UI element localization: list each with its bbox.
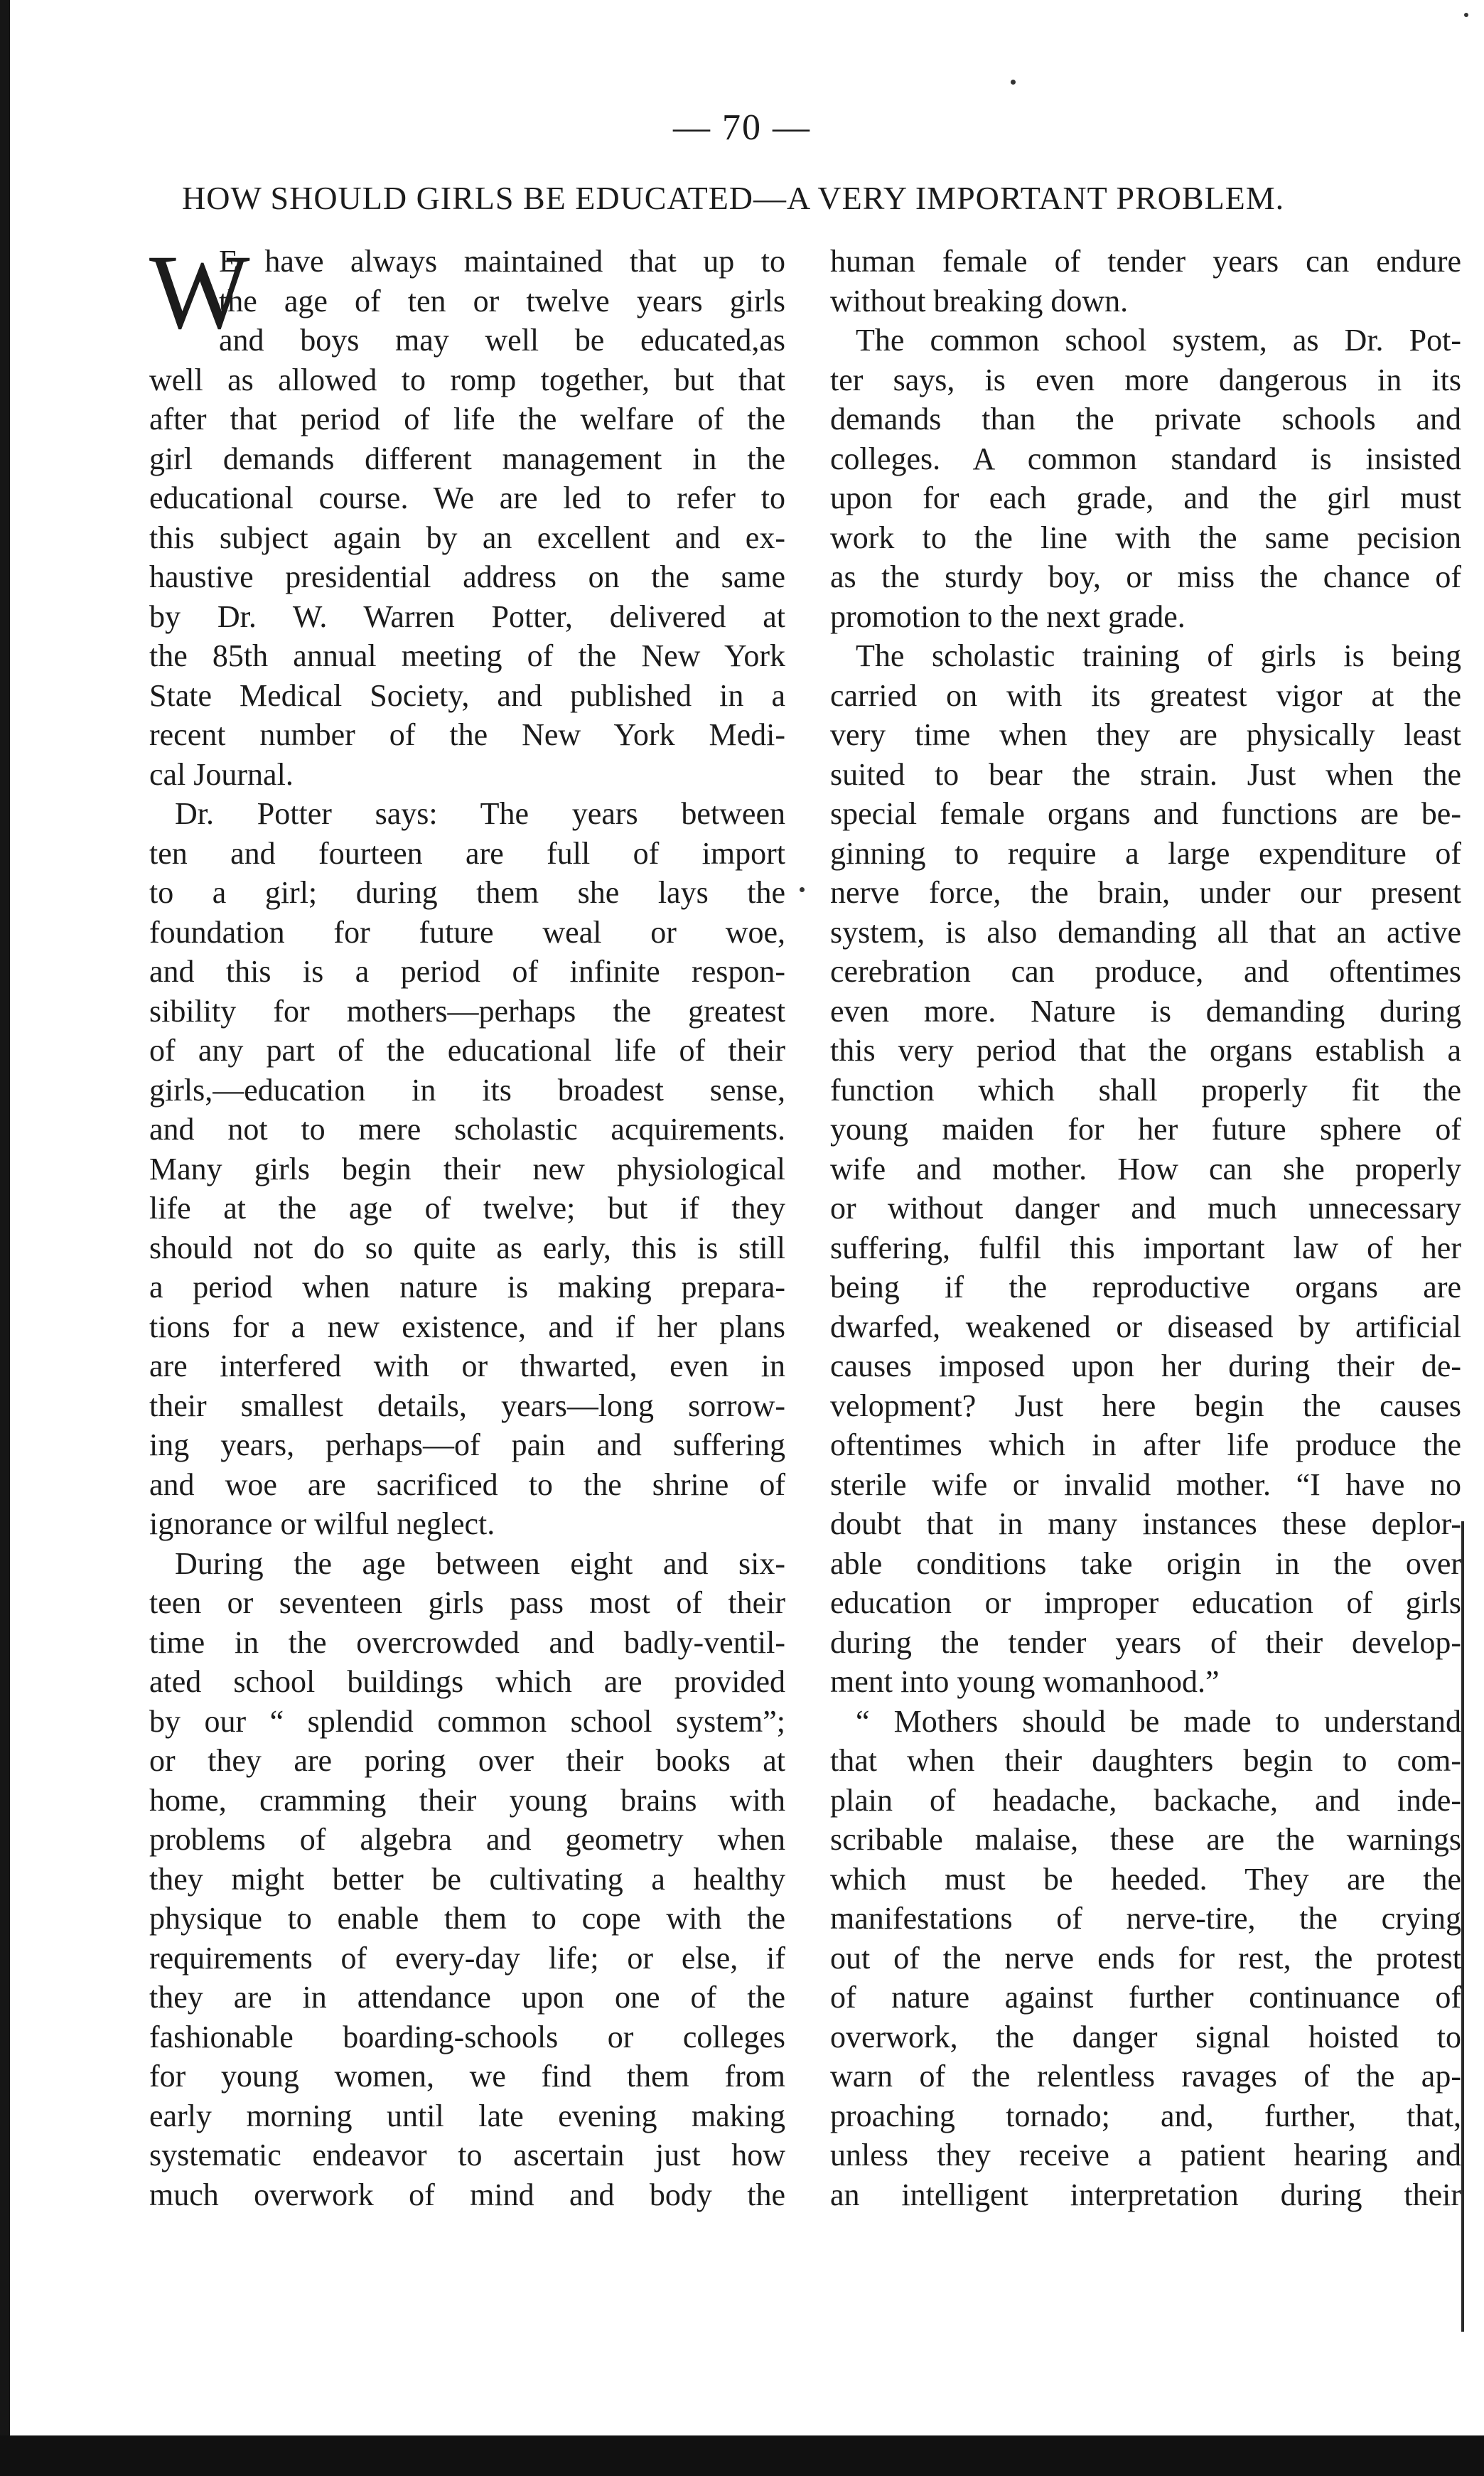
text-line: proaching tornado; and, further, that,: [830, 2098, 1461, 2133]
text-line: by our “ splendid common school system”;: [149, 1703, 785, 1739]
text-line: that when their daughters begin to com-: [830, 1743, 1461, 1778]
text-line: recent number of the New York Medi-: [149, 717, 785, 752]
text-line: without breaking down.: [830, 283, 1129, 318]
text-line: ginning to require a large expenditure of: [830, 835, 1461, 871]
text-line: system, is also demanding all that an active: [830, 914, 1461, 950]
text-line: oftentimes which in after life produce the: [830, 1427, 1461, 1462]
scan-speck: [1464, 13, 1468, 17]
text-line: suffering, fulfil this important law of her: [830, 1230, 1461, 1265]
text-line: and not to mere scholastic acquirements.: [149, 1112, 785, 1147]
text-line: foundation for future weal or woe,: [149, 914, 785, 950]
drop-cap: W: [149, 233, 250, 351]
text-line: work to the line with the same pecision: [830, 520, 1461, 555]
article-title: HOW SHOULD GIRLS BE EDUCATED—A VERY IMPORTANT PROBLEM.: [182, 180, 1285, 216]
text-line: a period when nature is making prepara-: [149, 1270, 785, 1304]
text-line: home, cramming their young brains with: [149, 1782, 785, 1818]
text-line: velopment? Just here begin the causes: [830, 1388, 1461, 1423]
text-line: of any part of the educational life of their: [149, 1033, 785, 1068]
text-line: and boys may well be educated,as: [219, 323, 785, 358]
text-line: ated school buildings which are provided: [149, 1664, 785, 1699]
text-line: fashionable boarding-schools or colleges: [149, 2019, 785, 2054]
text-line: being if the reproductive organs are: [830, 1270, 1461, 1304]
text-line: Many girls begin their new physiological: [149, 1151, 785, 1186]
text-line: unless they receive a patient hearing and: [830, 2138, 1461, 2172]
text-line: plain of headache, backache, and inde-: [830, 1782, 1461, 1818]
text-line: girl demands different management in the: [149, 441, 785, 476]
text-line: special female organs and functions are be-: [830, 796, 1461, 831]
text-line: this subject again by an excellent and ex-: [149, 520, 785, 555]
scan-bottom-edge: [0, 2435, 1484, 2476]
text-line: an intelligent interpretation during their: [830, 2177, 1461, 2212]
text-line: sterile wife or invalid mother. “I have no: [830, 1467, 1461, 1502]
text-line: and woe are sacrificed to the shrine of: [149, 1467, 785, 1502]
text-line: to a girl; during them she lays the: [149, 875, 785, 910]
text-line: or without danger and much unnecessary: [830, 1191, 1461, 1226]
text-line: upon for each grade, and the girl must: [830, 481, 1461, 515]
text-line: are interfered with or thwarted, even in: [149, 1349, 785, 1383]
text-line: life at the age of twelve; but if they: [149, 1191, 785, 1226]
text-line: time in the overcrowded and badly-ventil-: [149, 1624, 785, 1660]
text-line: haustive presidential address on the same: [149, 559, 785, 594]
text-line: early morning until late evening making: [149, 2098, 785, 2133]
text-line: which must be heeded. They are the: [830, 1861, 1461, 1897]
text-line: the age of ten or twelve years girls: [219, 283, 785, 318]
text-line: nerve force, the brain, under our present: [830, 875, 1461, 910]
scan-right-rule: [1461, 1521, 1464, 2332]
text-line: cal Journal.: [149, 756, 294, 792]
text-line: their smallest details, years—long sorrow-: [149, 1388, 785, 1423]
text-line: systematic endeavor to ascertain just how: [149, 2138, 785, 2172]
text-line: as the sturdy boy, or miss the chance of: [830, 559, 1461, 594]
text-line: causes imposed upon her during their de-: [830, 1349, 1461, 1383]
text-line: should not do so quite as early, this is still: [149, 1230, 785, 1265]
text-line: overwork, the danger signal hoisted to: [830, 2019, 1461, 2054]
text-line: ten and fourteen are full of import: [149, 835, 785, 871]
right-column: [830, 242, 1461, 2214]
text-line: for young women, we find them from: [149, 2059, 785, 2094]
text-line: they might better be cultivating a healthy: [149, 1861, 785, 1897]
text-line: girls,—education in its broadest sense,: [149, 1072, 785, 1108]
text-line: able conditions take origin in the over: [830, 1545, 1461, 1581]
text-line: or they are poring over their books at: [149, 1743, 785, 1778]
text-line: carried on with its greatest vigor at the: [830, 677, 1461, 713]
text-line: very time when they are physically least: [830, 717, 1461, 752]
text-line: scribable malaise, these are the warnings: [830, 1822, 1461, 1857]
text-line: manifestations of nerve-tire, the crying: [830, 1901, 1461, 1936]
text-line: this very period that the organs establish a: [830, 1033, 1461, 1068]
text-line: dwarfed, weakened or diseased by artificial: [830, 1309, 1461, 1344]
text-line: of nature against further continuance of: [830, 1980, 1461, 2015]
text-line: and this is a period of infinite respon-: [149, 954, 785, 989]
text-line: out of the nerve ends for rest, the protest: [830, 1940, 1461, 1976]
text-line: warn of the relentless ravages of the ap-: [830, 2059, 1461, 2094]
text-line: young maiden for her future sphere of: [830, 1112, 1461, 1147]
text-line: the 85th annual meeting of the New York: [149, 638, 785, 673]
text-line: ment into young womanhood.”: [830, 1664, 1220, 1699]
text-line: during the tender years of their develop-: [830, 1624, 1461, 1660]
text-line: promotion to the next grade.: [830, 599, 1185, 634]
text-line: teen or seventeen girls pass most of their: [149, 1585, 785, 1620]
text-line: much overwork of mind and body the: [149, 2177, 785, 2212]
text-line: well as allowed to romp together, but that: [149, 362, 785, 397]
text-line: after that period of life the welfare of the: [149, 402, 785, 436]
text-line: educational course. We are led to refer to: [149, 481, 785, 515]
text-line: physique to enable them to cope with the: [149, 1901, 785, 1936]
text-line: ing years, perhaps—of pain and suffering: [149, 1427, 785, 1462]
text-line: The scholastic training of girls is being: [856, 638, 1461, 673]
text-line: requirements of every-day life; or else, if: [149, 1940, 785, 1976]
scan-speck: [800, 887, 805, 892]
text-line: function which shall properly fit the: [830, 1072, 1461, 1108]
text-line: problems of algebra and geometry when: [149, 1822, 785, 1857]
text-line: education or improper education of girls: [830, 1585, 1461, 1620]
text-line: During the age between eight and six-: [175, 1545, 785, 1581]
text-line: demands than the private schools and: [830, 402, 1461, 436]
text-line: doubt that in many instances these deplor-: [830, 1506, 1461, 1541]
scan-left-edge: [0, 0, 10, 2476]
left-column: [149, 233, 785, 2214]
text-line: The common school system, as Dr. Pot-: [856, 323, 1461, 358]
scan-speck: [1011, 80, 1016, 85]
text-line: ignorance or wilful neglect.: [149, 1506, 495, 1541]
text-line: sibility for mothers—perhaps the greatest: [149, 993, 785, 1029]
text-line: wife and mother. How can she properly: [830, 1151, 1461, 1186]
text-line: even more. Nature is demanding during: [830, 993, 1461, 1029]
text-line: E have always maintained that up to: [219, 244, 785, 279]
text-line: human female of tender years can endure: [830, 244, 1461, 279]
text-line: ter says, is even more dangerous in its: [830, 362, 1461, 397]
text-line: cerebration can produce, and oftentimes: [830, 954, 1461, 989]
text-line: colleges. A common standard is insisted: [830, 441, 1461, 476]
text-line: tions for a new existence, and if her plans: [149, 1309, 785, 1344]
page-number: — 70 —: [673, 107, 811, 148]
text-line: State Medical Society, and published in a: [149, 677, 785, 713]
text-line: “ Mothers should be made to understand: [856, 1703, 1461, 1739]
text-line: they are in attendance upon one of the: [149, 1980, 785, 2015]
text-line: Dr. Potter says: The years between: [175, 796, 785, 831]
text-line: suited to bear the strain. Just when the: [830, 756, 1461, 792]
text-line: by Dr. W. Warren Potter, delivered at: [149, 599, 785, 634]
